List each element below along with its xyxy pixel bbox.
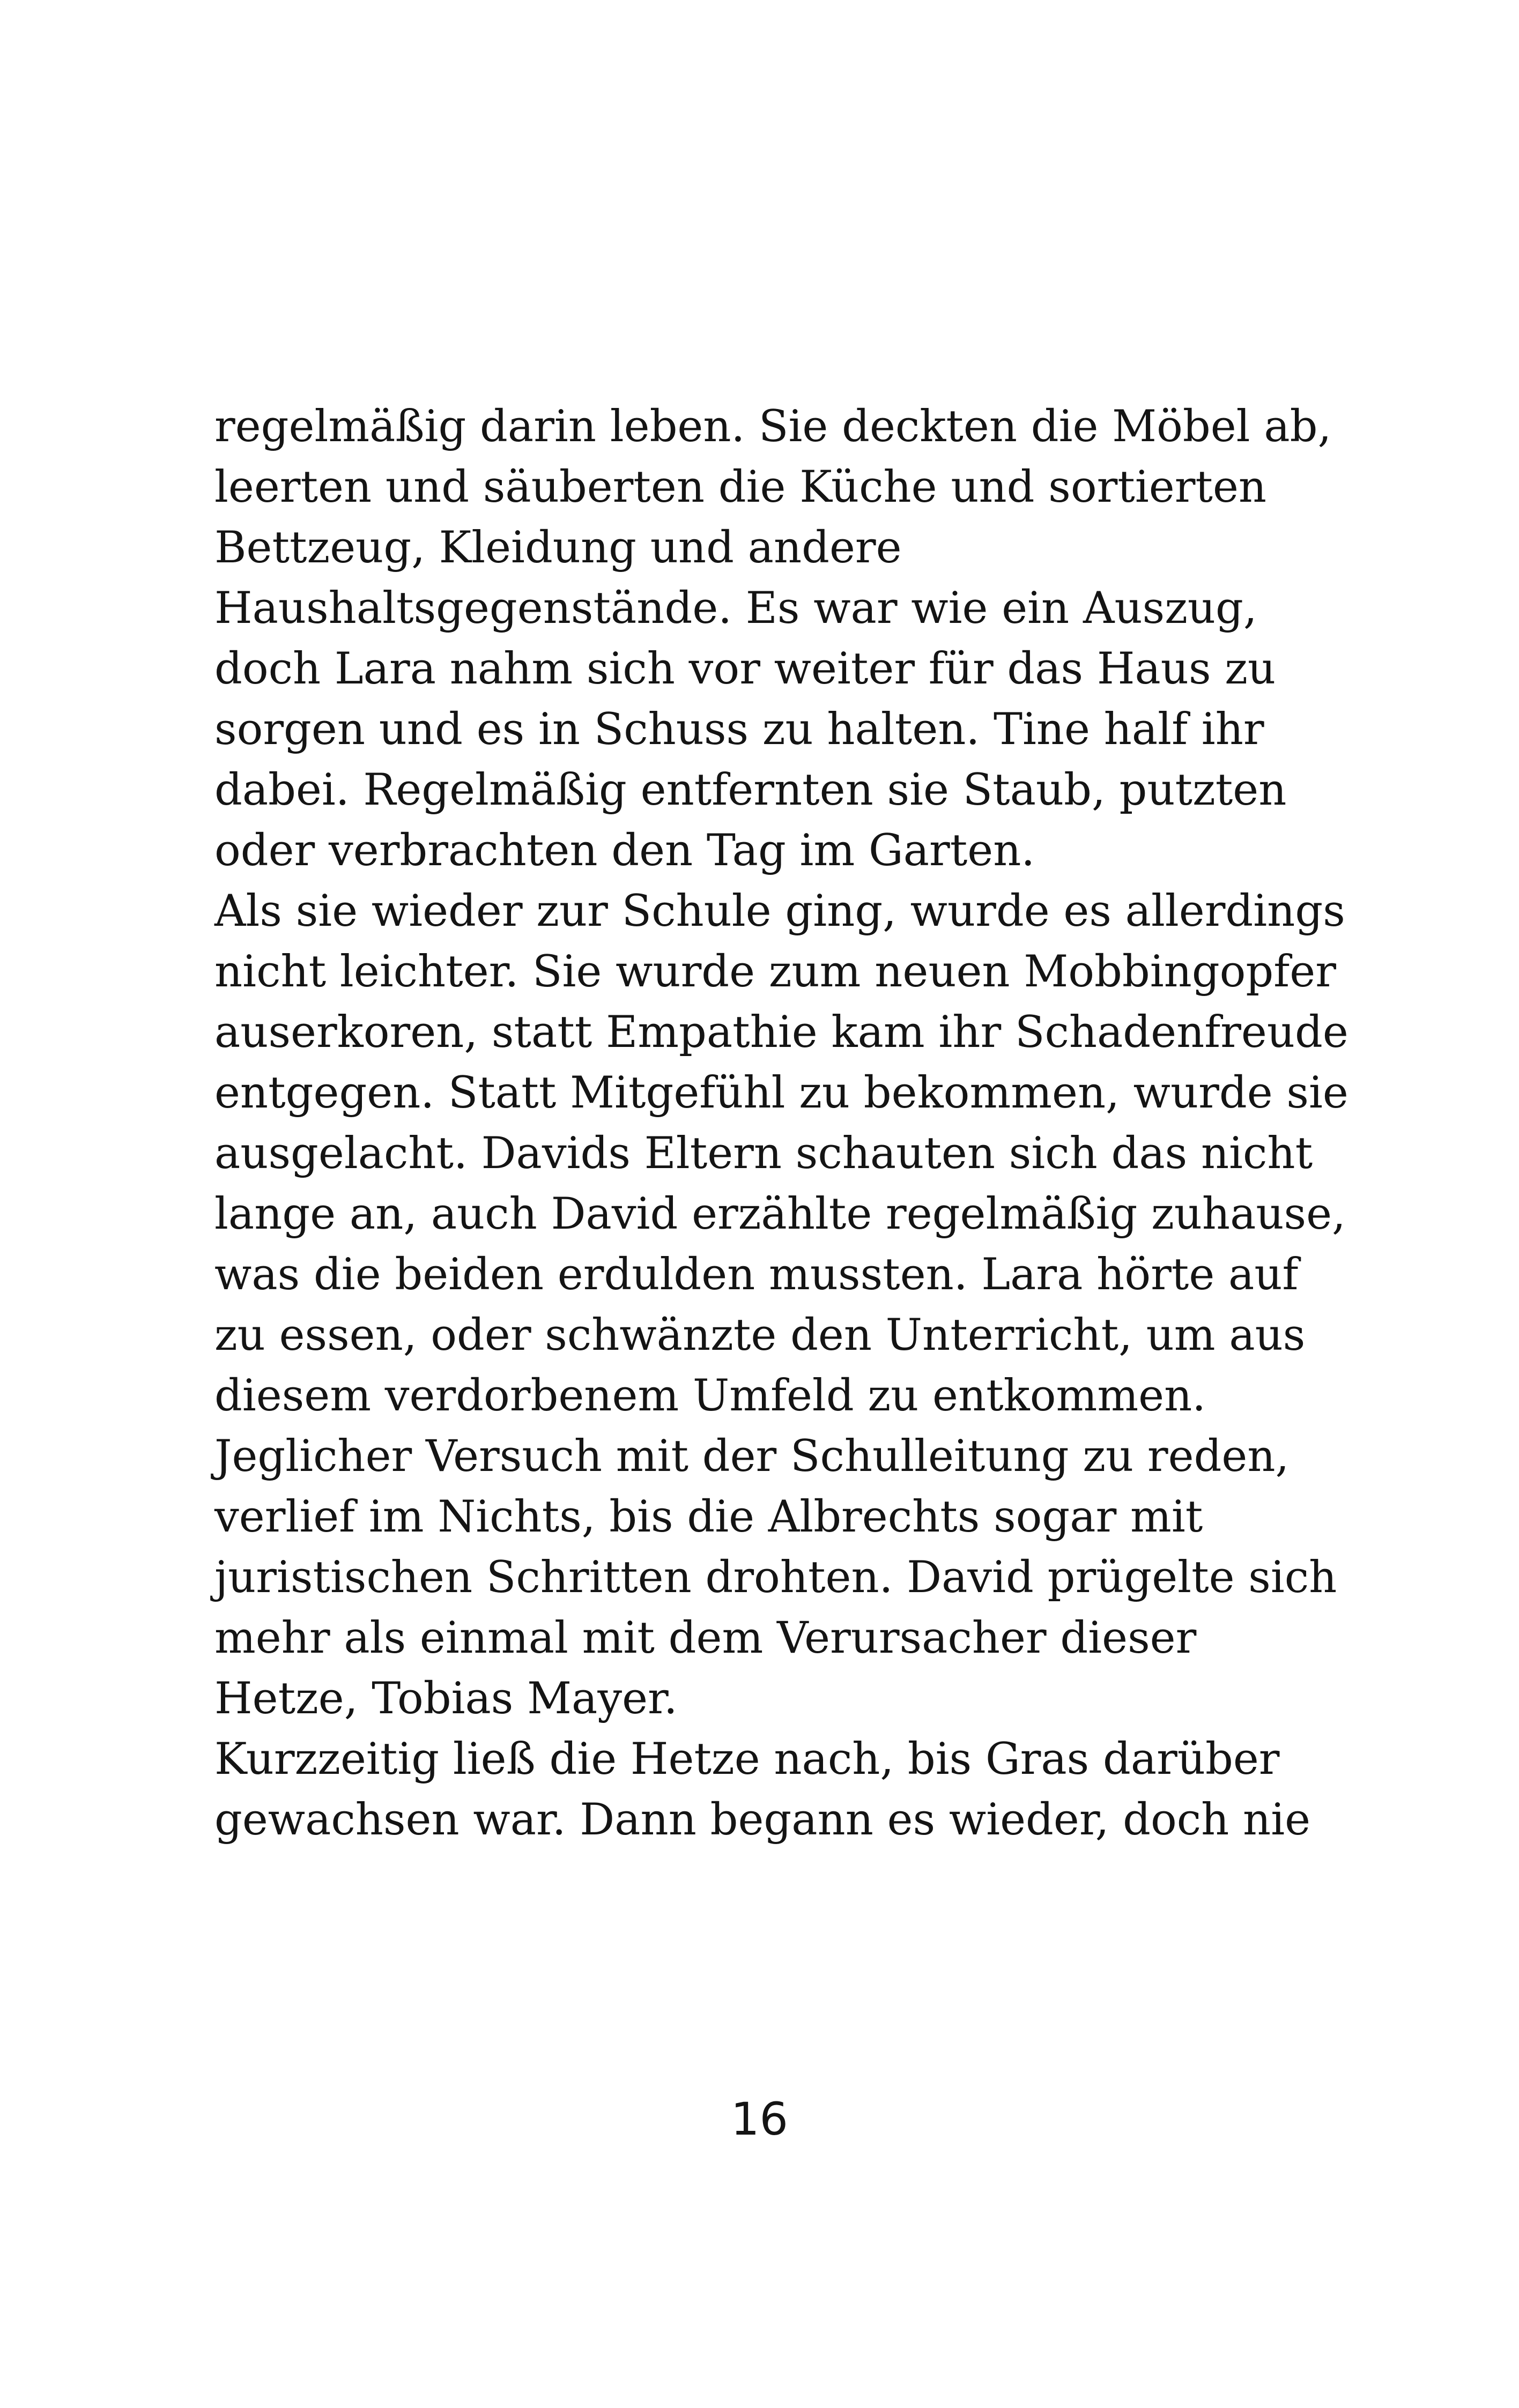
text-line: juristischen Schritten drohten. David prügelte sich <box>214 1552 1337 1603</box>
text-line: diesem verdorbenem Umfeld zu entkommen. <box>214 1371 1206 1421</box>
page-number: 16 <box>731 2093 788 2145</box>
text-line: doch Lara nahm sich vor weiter für das Haus zu <box>214 644 1276 694</box>
text-line: mehr als einmal mit dem Verursacher dieser <box>214 1613 1197 1663</box>
text-line: Bettzeug, Kleidung und andere <box>214 523 902 573</box>
text-line: Als sie wieder zur Schule ging, wurde es allerdings <box>214 886 1345 937</box>
text-line: Jeglicher Versuch mit der Schulleitung zu reden, <box>214 1431 1290 1482</box>
text-line: Kurzzeitig ließ die Hetze nach, bis Gras darüber <box>214 1734 1280 1785</box>
body-text <box>214 397 1351 1850</box>
text-line: nicht leichter. Sie wurde zum neuen Mobbingopfer <box>214 947 1336 997</box>
text-line: verlief im Nichts, bis die Albrechts sogar mit <box>214 1492 1203 1542</box>
text-line: zu essen, oder schwänzte den Unterricht, um aus <box>214 1310 1306 1361</box>
text-line: sorgen und es in Schuss zu halten. Tine half ihr <box>214 704 1264 755</box>
text-line: leerten und säuberten die Küche und sortierten <box>214 462 1267 512</box>
text-line: oder verbrachten den Tag im Garten. <box>214 826 1035 876</box>
text-line: gewachsen war. Dann begann es wieder, doch nie <box>214 1795 1311 1845</box>
text-line: Haushaltsgegenstände. Es war wie ein Auszug, <box>214 583 1257 634</box>
text-line: dabei. Regelmäßig entfernten sie Staub, putzten <box>214 765 1287 815</box>
text-line: regelmäßig darin leben. Sie deckten die Möbel ab, <box>214 402 1332 452</box>
text-line: ausgelacht. Davids Eltern schauten sich das nicht <box>214 1128 1313 1179</box>
text-line: Hetze, Tobias Mayer. <box>214 1674 678 1724</box>
text-line: lange an, auch David erzählte regelmäßig zuhause, <box>214 1189 1346 1239</box>
text-line: was die beiden erdulden mussten. Lara hörte auf <box>214 1250 1299 1300</box>
text-line: entgegen. Statt Mitgefühl zu bekommen, wurde sie <box>214 1068 1348 1118</box>
text-line: auserkoren, statt Empathie kam ihr Schadenfreude <box>214 1007 1348 1058</box>
